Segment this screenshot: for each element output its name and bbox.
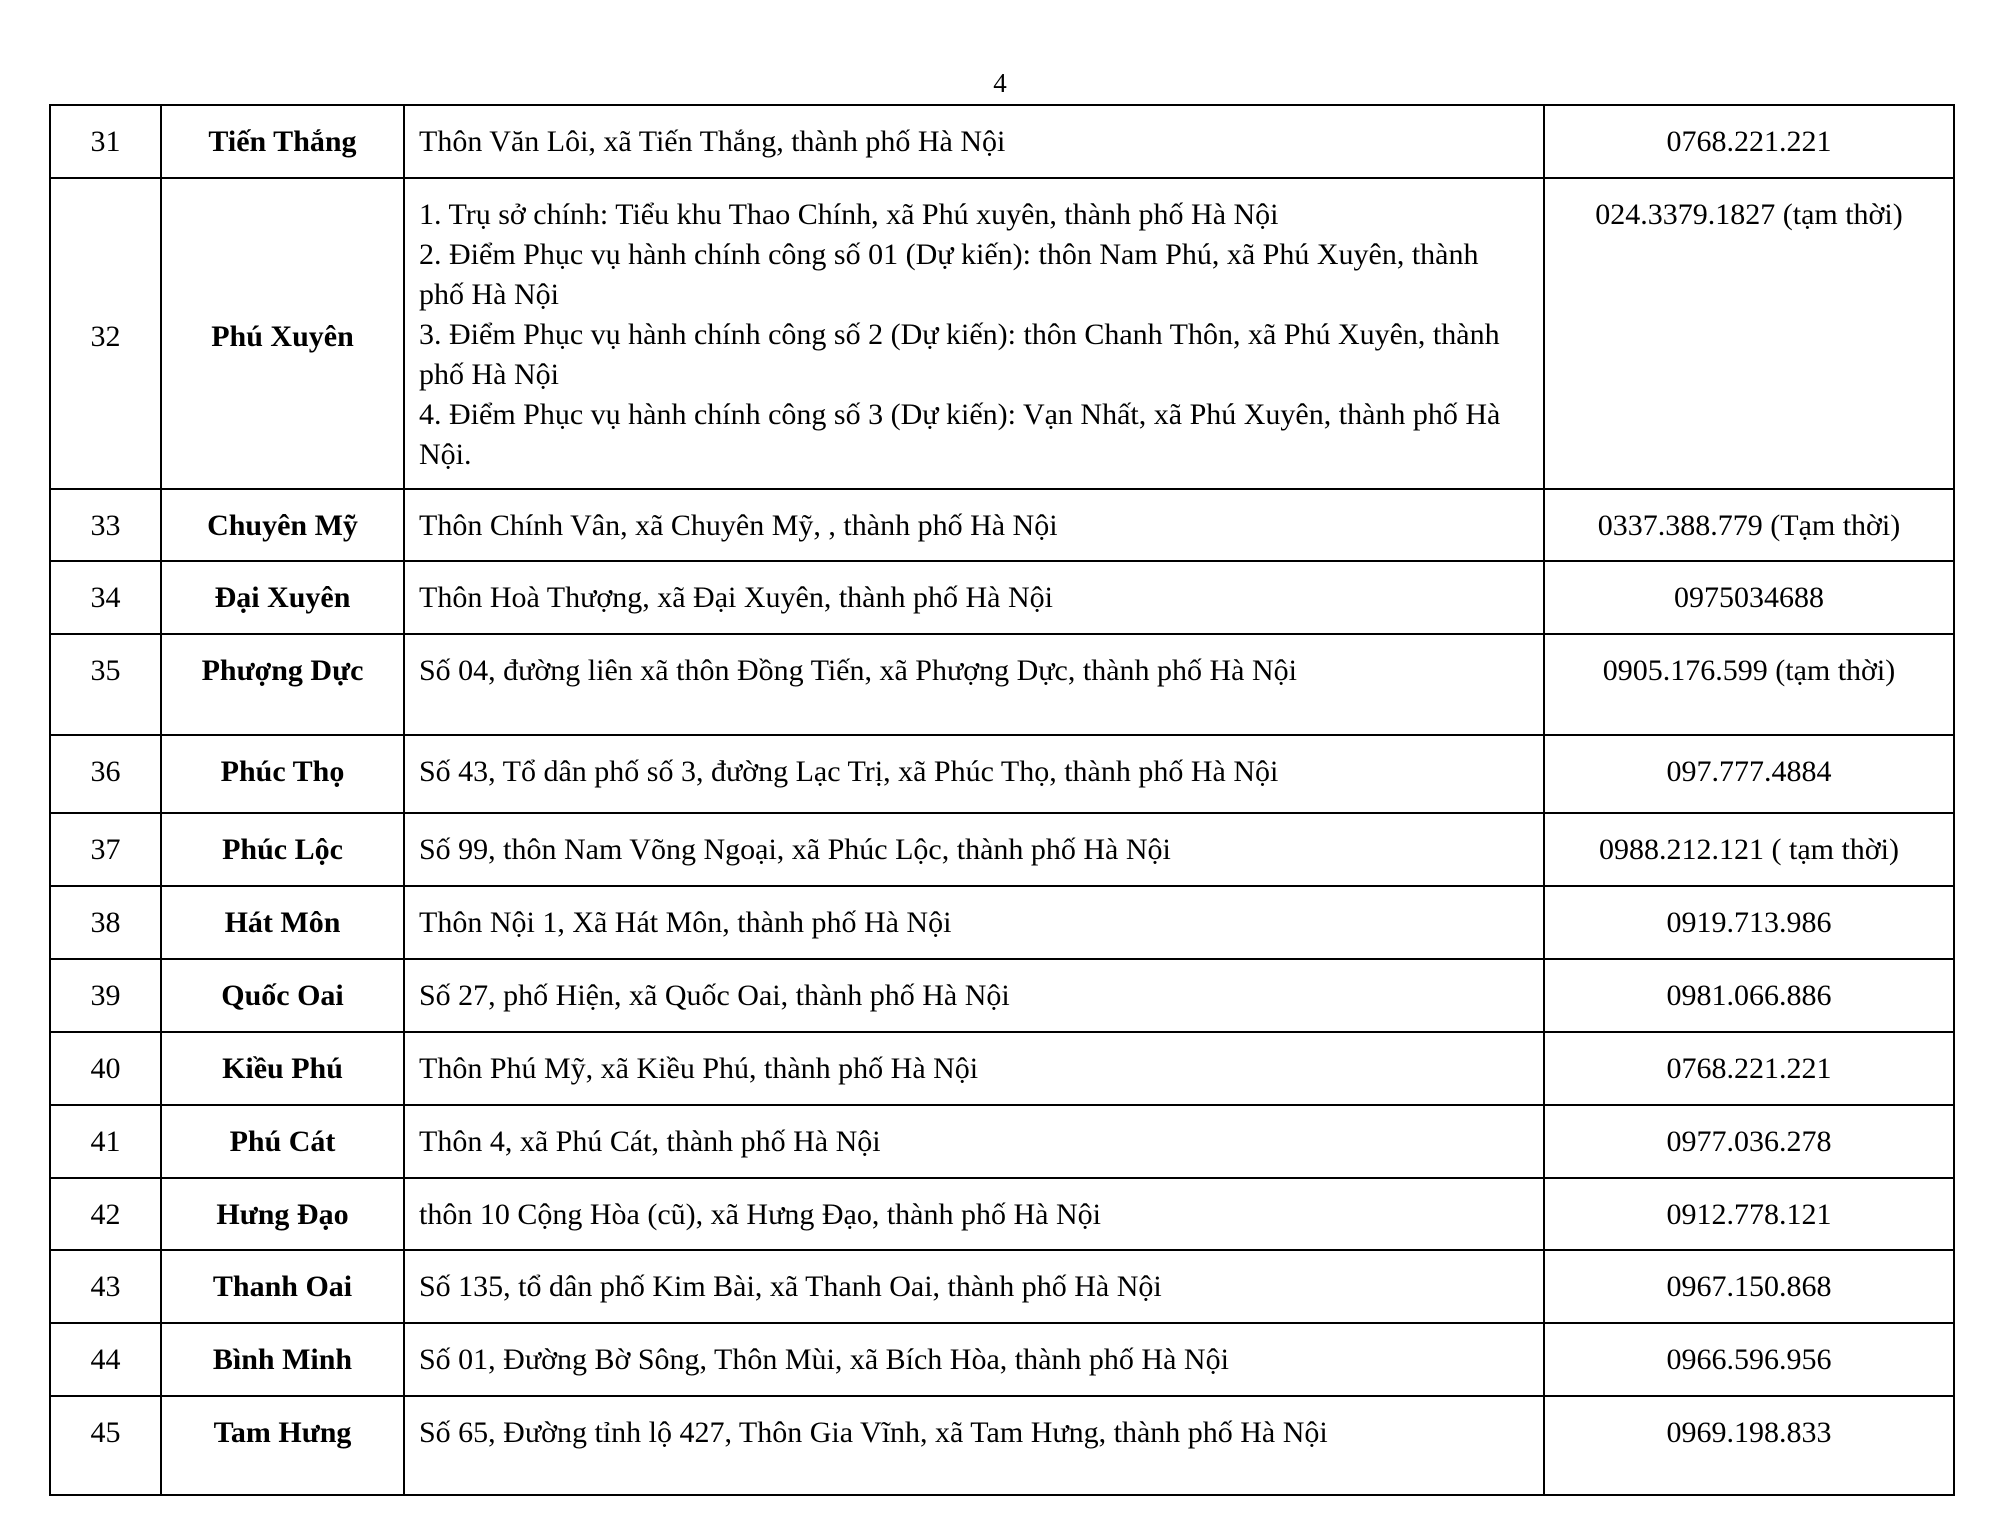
row-number: 35 [50, 634, 161, 735]
address-cell [404, 178, 1544, 489]
commune-name: Hát Môn [161, 886, 404, 959]
commune-name: Phú Cát [161, 1105, 404, 1178]
commune-name: Quốc Oai [161, 959, 404, 1032]
commune-name: Đại Xuyên [161, 561, 404, 634]
commune-name: Kiều Phú [161, 1032, 404, 1105]
phone-number: 0768.221.221 [1544, 1032, 1954, 1105]
phone-number: 024.3379.1827 (tạm thời) [1544, 178, 1954, 489]
address-line: Số 99, thôn Nam Võng Ngoại, xã Phúc Lộc, thành phố Hà Nội [419, 833, 1171, 866]
table-row [50, 1250, 1954, 1323]
page-number: 4 [993, 68, 1007, 98]
address-cell [404, 1105, 1544, 1178]
address-cell [404, 1396, 1544, 1495]
table-row [50, 959, 1954, 1032]
phone-number: 0768.221.221 [1544, 105, 1954, 178]
address-line: Thôn Văn Lôi, xã Tiến Thắng, thành phố Hà Nội [419, 125, 1006, 158]
address-line: 1. Trụ sở chính: Tiểu khu Thao Chính, xã Phú xuyên, thành phố Hà Nội [419, 198, 1279, 231]
table-row [50, 634, 1954, 735]
address-cell [404, 634, 1544, 735]
row-number: 44 [50, 1323, 161, 1396]
address-line: Số 04, đường liên xã thôn Đồng Tiến, xã Phượng Dực, thành phố Hà Nội [419, 654, 1297, 687]
phone-number: 0967.150.868 [1544, 1250, 1954, 1323]
row-number: 42 [50, 1178, 161, 1250]
address-cell [404, 561, 1544, 634]
row-number: 45 [50, 1396, 161, 1495]
table-row [50, 1396, 1954, 1495]
phone-number: 0966.596.956 [1544, 1323, 1954, 1396]
address-cell [404, 813, 1544, 886]
phone-number: 0988.212.121 ( tạm thời) [1544, 813, 1954, 886]
address-cell [404, 1323, 1544, 1396]
address-line: Số 27, phố Hiện, xã Quốc Oai, thành phố Hà Nội [419, 979, 1010, 1012]
row-number: 40 [50, 1032, 161, 1105]
address-cell [404, 1178, 1544, 1250]
commune-name: Bình Minh [161, 1323, 404, 1396]
address-line: Thôn Hoà Thượng, xã Đại Xuyên, thành phố Hà Nội [419, 581, 1053, 614]
commune-name: Phúc Thọ [161, 735, 404, 813]
phone-number: 0337.388.779 (Tạm thời) [1544, 489, 1954, 561]
commune-name: Tiến Thắng [161, 105, 404, 178]
address-line: Số 65, Đường tỉnh lộ 427, Thôn Gia Vĩnh, xã Tam Hưng, thành phố Hà Nội [419, 1416, 1328, 1449]
table-row [50, 105, 1954, 178]
address-line: thôn 10 Cộng Hòa (cũ), xã Hưng Đạo, thành phố Hà Nội [419, 1198, 1101, 1231]
phone-number: 0905.176.599 (tạm thời) [1544, 634, 1954, 735]
address-line: Thôn 4, xã Phú Cát, thành phố Hà Nội [419, 1125, 881, 1158]
phone-number: 0977.036.278 [1544, 1105, 1954, 1178]
table-row [50, 561, 1954, 634]
row-number: 39 [50, 959, 161, 1032]
address-line: 2. Điểm Phục vụ hành chính công số 01 (Dự kiến): thôn Nam Phú, xã Phú Xuyên, thành phố Hà Nội [419, 238, 1479, 311]
row-number: 38 [50, 886, 161, 959]
address-cell [404, 1032, 1544, 1105]
address-cell [404, 1250, 1544, 1323]
phone-number: 097.777.4884 [1544, 735, 1954, 813]
commune-name: Phượng Dực [161, 634, 404, 735]
row-number: 36 [50, 735, 161, 813]
row-number: 32 [50, 178, 161, 489]
table-row [50, 886, 1954, 959]
row-number: 37 [50, 813, 161, 886]
address-cell [404, 959, 1544, 1032]
row-number: 31 [50, 105, 161, 178]
address-line: Số 43, Tổ dân phố số 3, đường Lạc Trị, xã Phúc Thọ, thành phố Hà Nội [419, 755, 1279, 788]
address-line: Thôn Chính Vân, xã Chuyên Mỹ, , thành phố Hà Nội [419, 509, 1058, 542]
phone-number: 0981.066.886 [1544, 959, 1954, 1032]
commune-name: Thanh Oai [161, 1250, 404, 1323]
address-cell [404, 886, 1544, 959]
commune-name: Tam Hưng [161, 1396, 404, 1495]
phone-number: 0919.713.986 [1544, 886, 1954, 959]
phone-number: 0912.778.121 [1544, 1178, 1954, 1250]
table-row [50, 735, 1954, 813]
table-row [50, 1323, 1954, 1396]
table-row [50, 489, 1954, 561]
address-cell [404, 489, 1544, 561]
address-line: 4. Điểm Phục vụ hành chính công số 3 (Dự kiến): Vạn Nhất, xã Phú Xuyên, thành phố Hà Nội. [419, 398, 1501, 471]
table-row [50, 1032, 1954, 1105]
row-number: 34 [50, 561, 161, 634]
commune-name: Hưng Đạo [161, 1178, 404, 1250]
commune-name: Chuyên Mỹ [161, 489, 404, 561]
row-number: 43 [50, 1250, 161, 1323]
phone-number: 0969.198.833 [1544, 1396, 1954, 1495]
address-cell [404, 735, 1544, 813]
address-line: Số 135, tổ dân phố Kim Bài, xã Thanh Oai, thành phố Hà Nội [419, 1270, 1162, 1303]
address-line: 3. Điểm Phục vụ hành chính công số 2 (Dự kiến): thôn Chanh Thôn, xã Phú Xuyên, thành phố Hà Nội [419, 318, 1500, 391]
address-cell [404, 105, 1544, 178]
commune-name: Phú Xuyên [161, 178, 404, 489]
address-line: Thôn Phú Mỹ, xã Kiều Phú, thành phố Hà Nội [419, 1052, 979, 1085]
address-line: Thôn Nội 1, Xã Hát Môn, thành phố Hà Nội [419, 906, 952, 939]
commune-directory-table [49, 104, 1955, 1496]
table-row [50, 178, 1954, 489]
row-number: 33 [50, 489, 161, 561]
table-row [50, 1178, 1954, 1250]
commune-name: Phúc Lộc [161, 813, 404, 886]
table-row [50, 1105, 1954, 1178]
table-row [50, 813, 1954, 886]
address-line: Số 01, Đường Bờ Sông, Thôn Mùi, xã Bích Hòa, thành phố Hà Nội [419, 1343, 1229, 1376]
row-number: 41 [50, 1105, 161, 1178]
phone-number: 0975034688 [1544, 561, 1954, 634]
